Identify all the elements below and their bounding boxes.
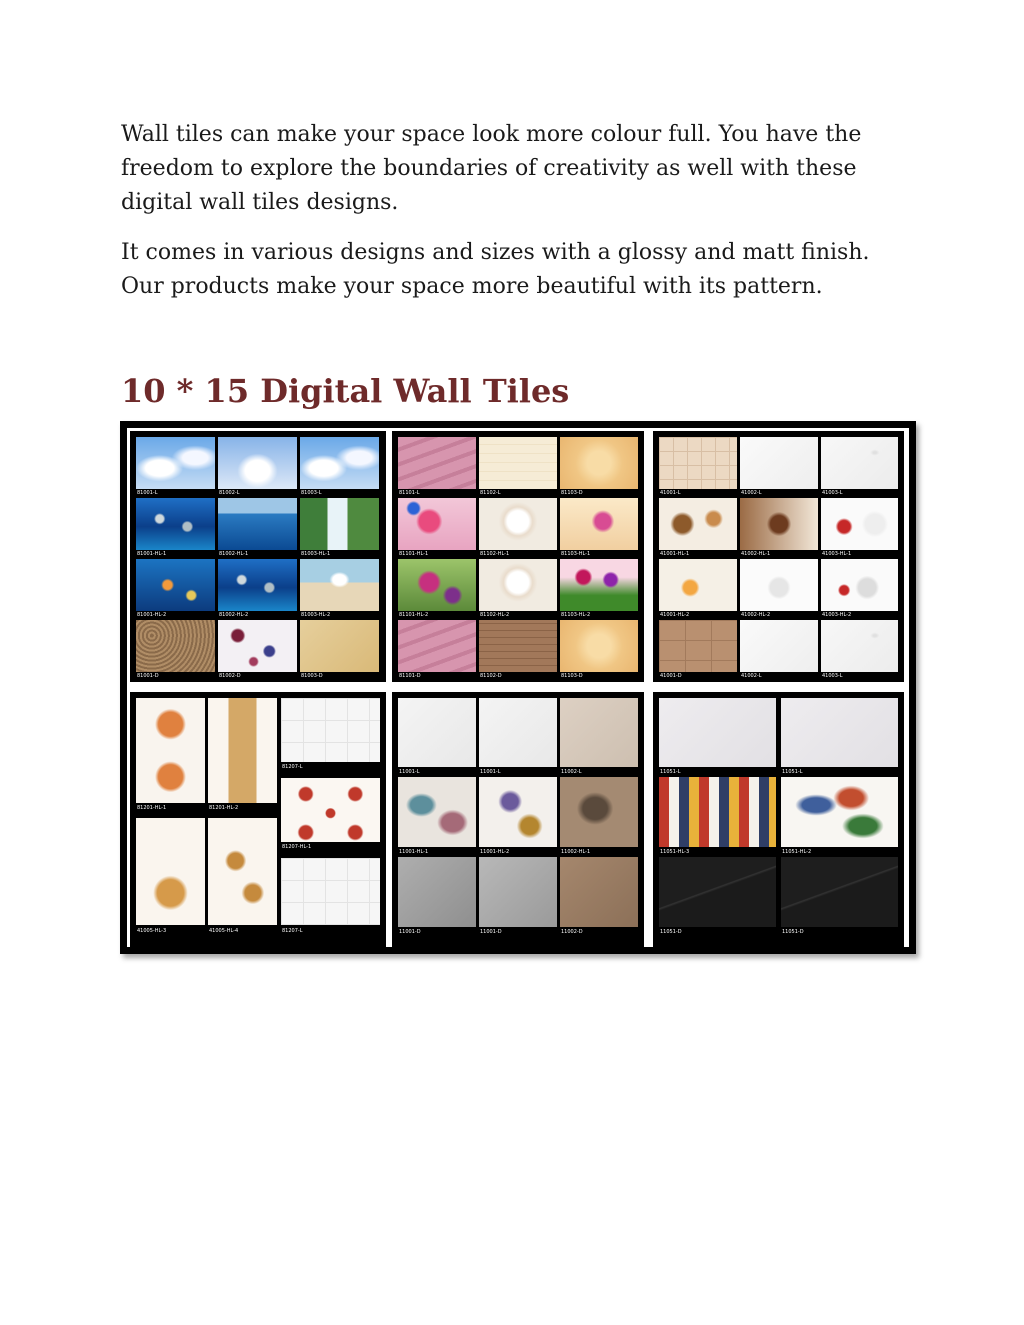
tile-dolphins-2 — [218, 559, 297, 611]
tile-code: 81201-HL-1 — [137, 805, 167, 811]
tile-code: 81002-L — [219, 490, 240, 496]
tile-kitchen-5 — [740, 559, 818, 611]
tile-code: 81003-L — [301, 490, 322, 496]
tile-code: 81102-D — [480, 673, 502, 679]
tile-code: 81002-D — [219, 673, 241, 679]
tile-code: 11001-HL-2 — [480, 849, 510, 855]
tile-code: 11002-HL-1 — [561, 849, 591, 855]
tile-code: 41002-L — [741, 673, 762, 679]
tile-sand — [300, 620, 379, 672]
tile-code: 11051-L — [660, 769, 681, 775]
tile-code: 81003-D — [301, 673, 323, 679]
tile-code: 11001-D — [480, 929, 502, 935]
tile-code: 81002-HL-1 — [219, 551, 249, 557]
tile-leaves-1 — [398, 777, 476, 847]
tile-tan-block — [659, 620, 737, 672]
finish-paragraph: It comes in various designs and sizes with a glossy and matt finish. Our products make your space more beautiful with its pattern. — [121, 240, 870, 299]
tile-code: 41005-HL-3 — [137, 928, 167, 934]
tile-kitchen-3 — [821, 498, 898, 550]
tile-kitchen-1 — [659, 498, 737, 550]
tile-dahlia — [398, 559, 476, 611]
tile-white-grid — [281, 698, 380, 762]
tile-golden — [560, 437, 638, 489]
tile-tulips — [560, 559, 638, 611]
tile-kitchen-6 — [821, 559, 898, 611]
tile-light-white-2 — [479, 698, 557, 767]
panel-large-format — [653, 692, 904, 948]
tile-code: 81101-L — [399, 490, 420, 496]
tile-code: 81003-HL-1 — [301, 551, 331, 557]
tile-code: 81102-HL-2 — [480, 612, 510, 618]
tile-code: 41002-L — [741, 490, 762, 496]
tile-black-marble — [659, 857, 776, 927]
panel-leaves — [392, 692, 644, 948]
tile-code: 81103-D — [561, 490, 583, 496]
tile-code: 11051-HL-2 — [782, 849, 812, 855]
tile-leaves-3 — [560, 777, 638, 847]
tile-gravel — [136, 620, 215, 672]
tile-code: 81002-HL-2 — [219, 612, 249, 618]
panel-religious — [130, 692, 386, 948]
tile-sky-3 — [300, 437, 379, 489]
tile-bells — [208, 818, 277, 925]
tile-code: 81101-HL-1 — [399, 551, 429, 557]
tile-code: 11001-L — [480, 769, 501, 775]
tile-pink-wave-2 — [398, 620, 476, 672]
tile-dolphins — [136, 498, 215, 550]
tile-code: 11051-D — [782, 929, 804, 935]
tile-code: 81001-D — [137, 673, 159, 679]
tile-code: 11001-L — [399, 769, 420, 775]
tile-om-hanging — [136, 698, 205, 803]
tile-code: 41005-HL-4 — [209, 928, 239, 934]
intro-paragraph: Wall tiles can make your space look more colour full. You have the freedom to explore the boundaries of creativity as well with these digital wall tiles designs. — [121, 122, 862, 215]
tile-code: 41003-L — [822, 490, 843, 496]
tile-taupe — [560, 857, 638, 927]
tile-grey-stone — [398, 857, 476, 927]
tile-magnolia — [479, 498, 557, 550]
tile-kitchen-4 — [659, 559, 737, 611]
tile-code: 11051-L — [782, 769, 803, 775]
tile-code: 11001-D — [399, 929, 421, 935]
tile-code: 81201-HL-2 — [209, 805, 239, 811]
tile-kitchen-2 — [740, 498, 818, 550]
tile-code: 81102-HL-1 — [480, 551, 510, 557]
tile-code: 41003-HL-1 — [822, 551, 852, 557]
tile-beige-grid — [659, 437, 737, 489]
tile-code: 11001-HL-1 — [399, 849, 429, 855]
tile-code: 81103-D — [561, 673, 583, 679]
tile-light-beige — [560, 698, 638, 767]
tile-code: 41001-L — [660, 490, 681, 496]
tile-golden-2 — [560, 620, 638, 672]
tile-grey-stone-2 — [479, 857, 557, 927]
tile-code: 81001-L — [137, 490, 158, 496]
tile-code: 81207-L — [282, 928, 303, 934]
tile-cream — [479, 437, 557, 489]
tile-flowers — [398, 498, 476, 550]
tile-black-marble-2 — [781, 857, 898, 927]
panel-sky-sea — [130, 431, 386, 682]
tile-sky-1 — [136, 437, 215, 489]
tile-swastik — [136, 818, 205, 925]
section-heading: 10 * 15 Digital Wall Tiles — [121, 372, 570, 410]
tile-white-4 — [821, 620, 898, 672]
tile-pale — [659, 698, 776, 767]
tile-beach — [300, 559, 379, 611]
tile-code: 11051-D — [660, 929, 682, 935]
tile-waterfall — [300, 498, 379, 550]
tile-om-pattern — [281, 778, 380, 842]
tile-pale-2 — [781, 698, 898, 767]
tile-code: 41002-HL-2 — [741, 612, 771, 618]
panel-kitchen — [653, 431, 904, 682]
tile-code: 81101-D — [399, 673, 421, 679]
tile-ganesha — [208, 698, 277, 803]
tile-white-grid-2 — [281, 858, 380, 925]
tile-white — [740, 437, 818, 489]
tile-code: 81207-L — [282, 764, 303, 770]
tile-sailboat — [218, 498, 297, 550]
tile-code: 81003-HL-2 — [301, 612, 331, 618]
tile-petals — [218, 620, 297, 672]
tile-white-2 — [821, 437, 898, 489]
tile-brown-stripe — [479, 620, 557, 672]
tile-pink-wave — [398, 437, 476, 489]
tile-code: 81001-HL-1 — [137, 551, 167, 557]
tile-magnolia-2 — [479, 559, 557, 611]
tile-code: 41001-HL-2 — [660, 612, 690, 618]
tile-sky-2 — [218, 437, 297, 489]
tile-leaves-2 — [479, 777, 557, 847]
tile-code: 81103-HL-1 — [561, 551, 591, 557]
tile-light-white — [398, 698, 476, 767]
tile-code: 81101-HL-2 — [399, 612, 429, 618]
panel-floral — [392, 431, 644, 682]
tile-code: 41001-D — [660, 673, 682, 679]
tile-code: 41002-HL-1 — [741, 551, 771, 557]
tile-code: 81102-L — [480, 490, 501, 496]
tile-code: 41003-L — [822, 673, 843, 679]
tile-code: 81103-HL-2 — [561, 612, 591, 618]
tile-code: 41001-HL-1 — [660, 551, 690, 557]
tile-code: 11002-L — [561, 769, 582, 775]
tile-fish — [136, 559, 215, 611]
tile-code: 11002-D — [561, 929, 583, 935]
tile-leaves-4 — [781, 777, 898, 847]
tile-code: 81207-HL-1 — [282, 844, 312, 850]
tile-orchid — [560, 498, 638, 550]
tile-code: 11051-HL-3 — [660, 849, 690, 855]
tile-code: 81001-HL-2 — [137, 612, 167, 618]
tile-code: 41003-HL-2 — [822, 612, 852, 618]
tile-checks — [659, 777, 776, 847]
tile-white-3 — [740, 620, 818, 672]
tile-catalog-image — [120, 421, 916, 954]
